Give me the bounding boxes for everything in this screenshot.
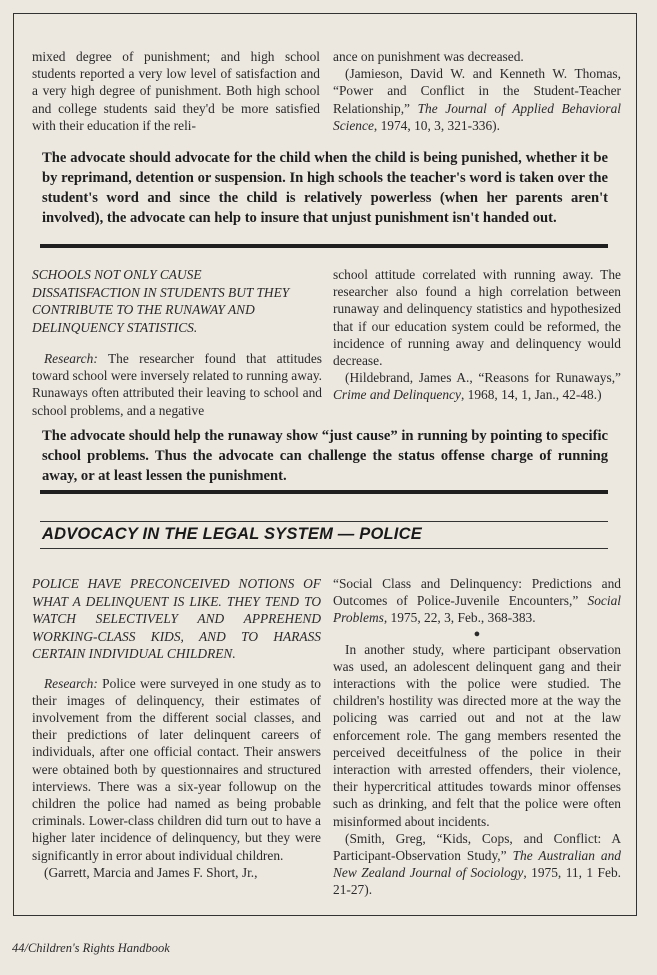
block3-right-paragraph: In another study, where participant observation was used, an adolescent delinquent gang and their interactions with the police were studied. The children's hostility was directed more at the way the policing was carried out and not at the law enforcement role. The gang members resented the perceived deceitfulness of the police in their interaction with arrested offenders, their violence, their hypercritical attitudes towards minor offenses such as drinking, and felt that the police were often misinformed about incidents. [333, 641, 621, 829]
block2-left-column [32, 266, 322, 419]
section-title: ADVOCACY IN THE LEGAL SYSTEM — POLICE [42, 525, 422, 543]
block1-left-paragraph: mixed degree of punishment; and high school students reported a very low level of satisfaction and a very high degree of punishment. Both high school and college students said they'd be more satisfied with their education if the reli- [32, 49, 320, 133]
block3-right-column [333, 575, 621, 899]
block1-advocate-note: The advocate should advocate for the child when the child is being punished, whether it be by reprimand, detention or suspension. In high schools the teacher's word is taken over the student's word and since the child is relatively powerless (when her parents aren't involved), the advocate can help to insure that unjust punishment isn't handed out. [42, 150, 608, 226]
block1-citation: (Jamieson, David W. and Kenneth W. Thomas, “Power and Conflict in the Student-Teacher Relationship,” The Journal of Applied Behavioral Science, 1974, 10, 3, 321-336). [333, 66, 621, 133]
block2-heading: SCHOOLS NOT ONLY CAUSE DISSATISFACTION IN STUDENTS BUT THEY CONTRIBUTE TO THE RUNAWAY AND DELINQUENCY STATISTICS. [32, 267, 290, 335]
block1-left-column [32, 48, 320, 134]
block3-citation-2: (Smith, Greg, “Kids, Cops, and Conflict: A Participant-Observation Study,” The Australian and New Zealand Journal of Sociology, 1975, 11, 1 Feb. 21-27). [333, 830, 621, 898]
block3-research: Research: Police were surveyed in one study as to their images of delinquency, their estimates of involvement from the different social classes, and their predictions of later delinquent careers of individuals, after one official contact. Their answers were obtained both by questionnaires and structured interviews. There was a six-year followup on the children the police had named as being probable criminals. Lower-class children did turn out to have a higher later incidence of delinquency, but they were significantly in error about individual children. [32, 675, 321, 863]
block3-citation-1: “Social Class and Delinquency: Predictions and Outcomes of Police-Juvenile Encounters,” Social Problems, 1975, 22, 3, Feb., 368-383. [333, 576, 621, 626]
block3-left-column [32, 575, 321, 881]
block1-right-paragraph: ance on punishment was decreased. [333, 49, 524, 64]
block3-left-citation: (Garrett, Marcia and James F. Short, Jr., [44, 864, 258, 880]
block2-citation: (Hildebrand, James A., “Reasons for Runaways,” Crime and Delinquency, 1968, 14, 1, Jan., 42-48.) [333, 370, 621, 403]
block3-heading: POLICE HAVE PRECONCEIVED NOTIONS OF WHAT A DELINQUENT IS LIKE. THEY TEND TO WATCH SELECTIVELY AND APPREHEND WORKING-CLASS KIDS, AND TO HARASS CERTAIN INDIVIDUAL CHILDREN. [32, 576, 321, 661]
section-rule-bottom [40, 548, 608, 549]
page-footer: 44/Children's Rights Handbook [12, 941, 170, 955]
block1-right-column [333, 48, 621, 134]
bullet-separator: ● [473, 627, 481, 640]
divider-thick-2 [40, 490, 608, 494]
block2-right-paragraph: school attitude correlated with running away. The researcher also found a high correlation between runaway and delinquency statistics and hypothesized that if our education system could be reformed, the incidence of running away and delinquency would decrease. [333, 267, 621, 369]
divider-thick [40, 244, 608, 248]
section-rule-top [40, 521, 608, 522]
block2-research: Research: The researcher found that attitudes toward school were inversely related to running away. Runaways often attributed their leaving to school and school problems, and a negative [32, 351, 322, 418]
block2-advocate-note: The advocate should help the runaway show “just cause” in running by pointing to specific school problems. Thus the advocate can challenge the status offense charge of running away, or at least lessen the punishment. [42, 428, 608, 484]
block2-right-column [333, 266, 621, 404]
